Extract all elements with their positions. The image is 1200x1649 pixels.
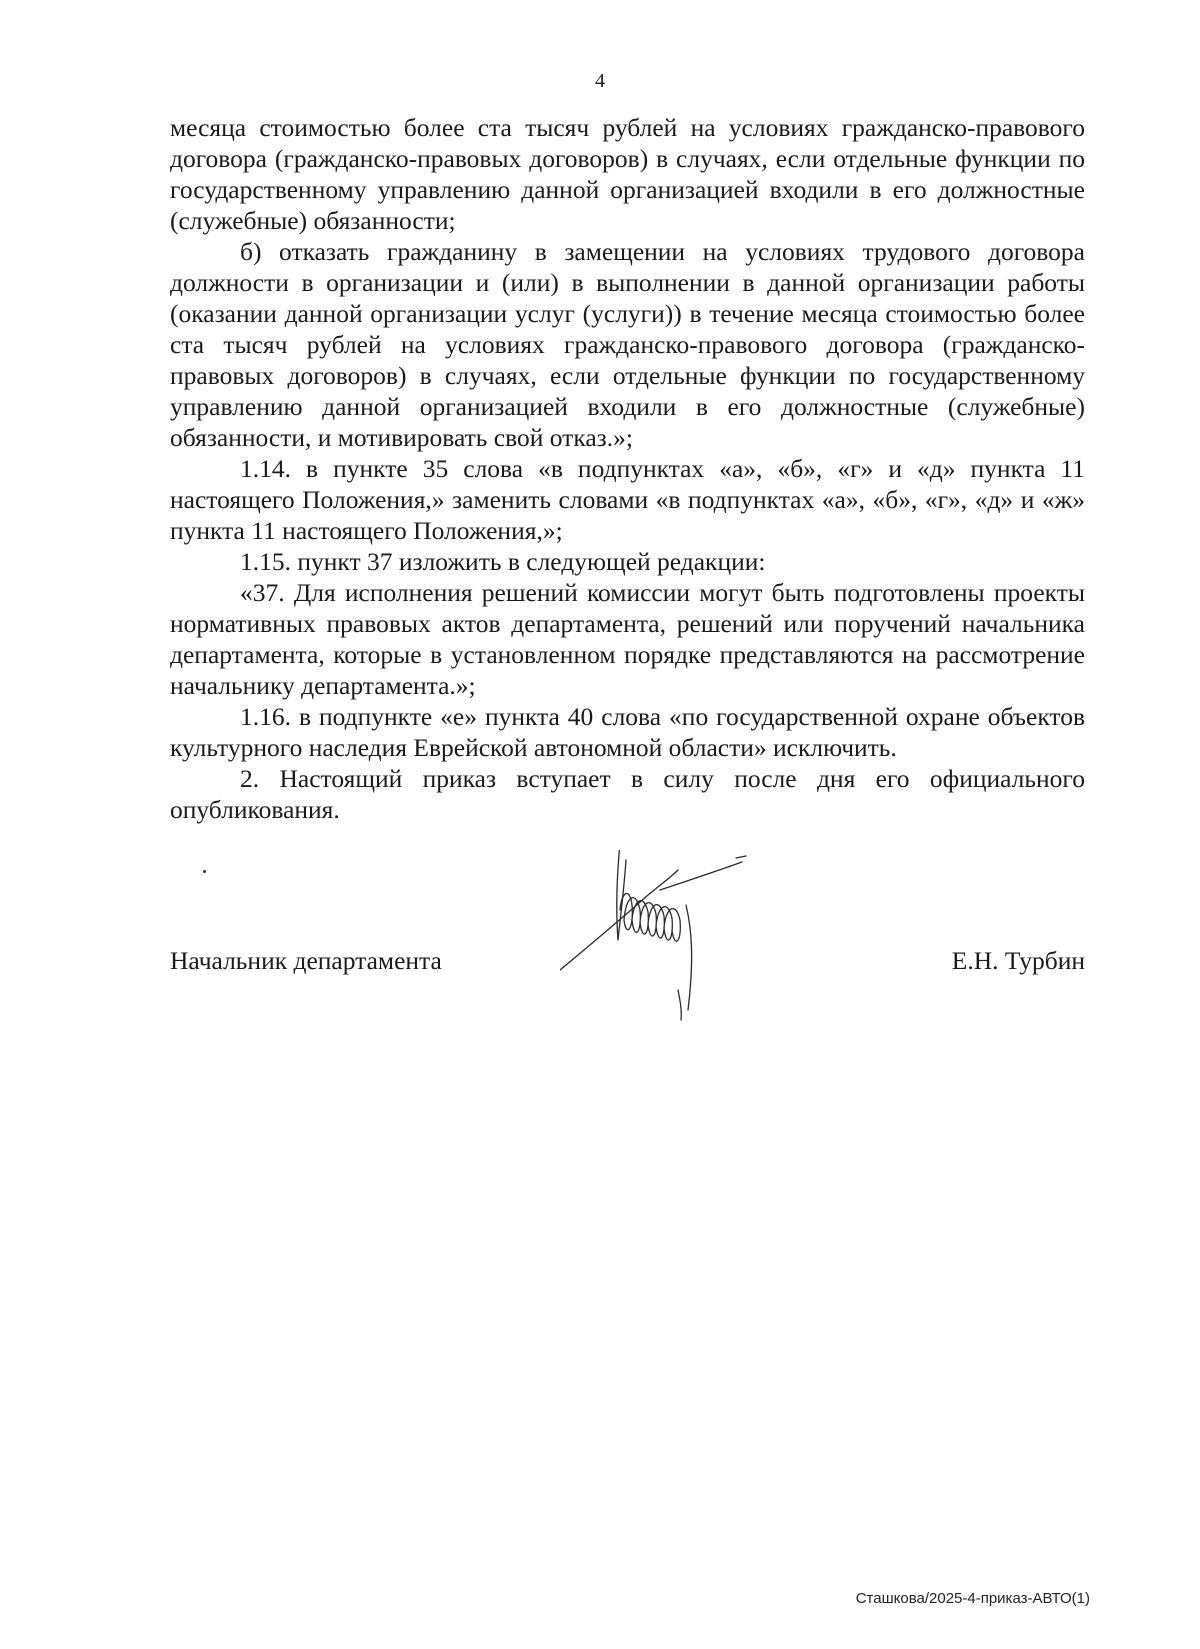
document-body: [170, 112, 1085, 825]
page-number: 4: [595, 70, 605, 92]
paragraph-continuation: месяца стоимостью более ста тысяч рублей на условиях гражданско-правового договора (гражданско-правовых договоров) в случаях, если отдельные функции по государственному управлению данной организацией входили в его должностные (служебные) обязанности;: [170, 113, 1085, 235]
paragraph-2: 2. Настоящий приказ вступает в силу после дня его официального опубликования.: [170, 764, 1085, 824]
signature-block: [170, 945, 1085, 985]
signatory-name: Е.Н. Турбин: [951, 946, 1085, 975]
stray-dot-mark: [203, 870, 206, 873]
paragraph-point-37: «37. Для исполнения решений комиссии могут быть подготовлены проекты нормативных правовых актов департамента, решений или поручений начальника департамента, которые в установленном порядке представляются на рассмотрение начальнику департамента.»;: [170, 578, 1085, 700]
paragraph-1-16: 1.16. в подпункте «е» пункта 40 слова «по государственной охране объектов культурного наследия Еврейской автономной области» исключить.: [170, 702, 1085, 762]
paragraph-1-14: 1.14. в пункте 35 слова «в подпунктах «а», «б», «г» и «д» пункта 11 настоящего Положения,» заменить словами «в подпунктах «а», «б», «г», «д» и «ж» пункта 11 настоящего Положения,»;: [170, 454, 1085, 545]
signatory-title: Начальник департамента: [170, 946, 442, 975]
paragraph-1-15: 1.15. пункт 37 изложить в следующей редакции:: [240, 547, 766, 576]
document-reference: Сташкова/2025-4-приказ-АВТО(1): [855, 1590, 1090, 1607]
paragraph-subitem-b: б) отказать гражданину в замещении на условиях трудового договора должности в организации и (или) в выполнении в данной организации работы (оказании данной организации услуг (услуги)) в течение месяца стоимостью более ста тысяч рублей на условиях гражданско-правового договора (гражданско-правовых договоров) в случаях, если отдельные функции по государственному управлению данной организацией входили в его должностные (служебные) обязанности, и мотивировать свой отказ.»;: [170, 237, 1085, 452]
